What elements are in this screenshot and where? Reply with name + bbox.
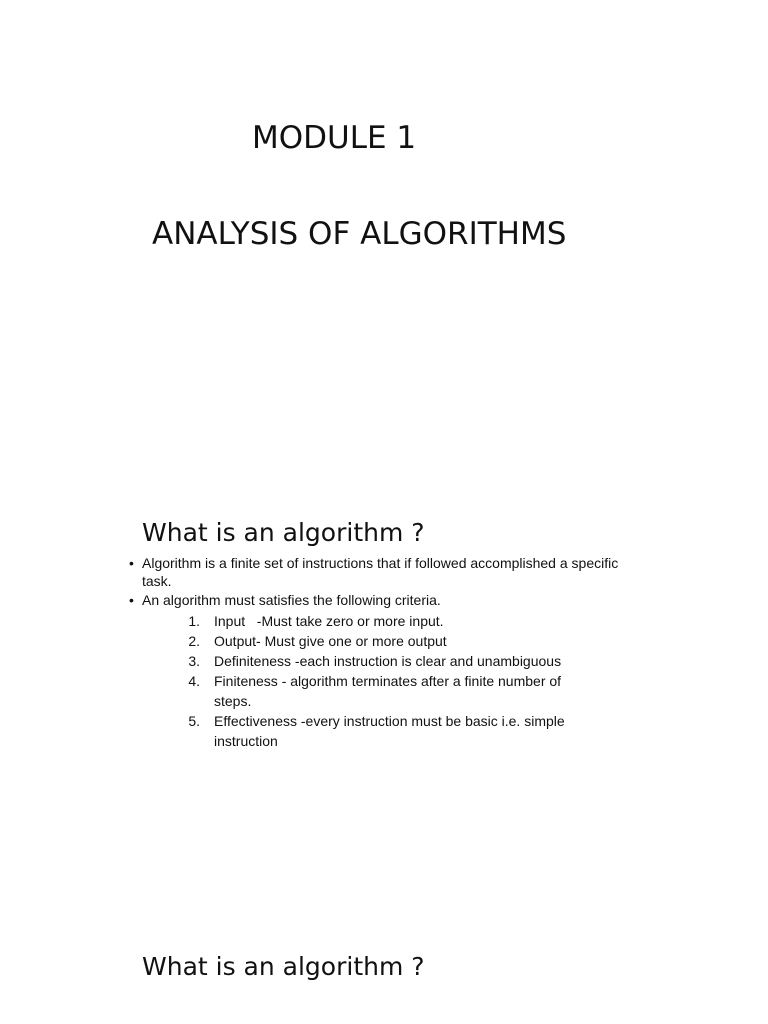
- criteria-text: Definiteness -each instruction is clear and unambiguous: [214, 653, 562, 669]
- list-number: 4.: [188, 673, 200, 689]
- list-number: 3.: [188, 653, 200, 669]
- next-slide: [0, 940, 768, 1024]
- criteria-item-effectiveness: [174, 711, 594, 751]
- criteria-text: Effectiveness -every instruction must be basic i.e. simple instruction: [214, 713, 565, 749]
- slide-heading: What is an algorithm ?: [142, 952, 425, 981]
- criteria-item-input: [174, 611, 594, 631]
- criteria-list: [174, 611, 594, 751]
- algorithm-definition-slide: [0, 500, 768, 940]
- bullet-item-criteria: [126, 591, 646, 751]
- subject-title: ANALYSIS OF ALGORITHMS: [152, 216, 567, 252]
- bullet-icon: •: [129, 592, 134, 608]
- criteria-item-finiteness: [174, 671, 594, 711]
- module-title: MODULE 1: [252, 120, 417, 156]
- bullet-text: Algorithm is a finite set of instructions that if followed accomplished a specific task.: [142, 555, 619, 589]
- criteria-text: Output- Must give one or more output: [214, 633, 447, 649]
- bullet-icon: •: [129, 555, 134, 571]
- criteria-text: Input -Must take zero or more input.: [214, 613, 444, 629]
- list-number: 2.: [188, 633, 200, 649]
- bullet-list: [126, 554, 646, 752]
- criteria-item-output: [174, 631, 594, 651]
- criteria-item-definiteness: [174, 651, 594, 671]
- bullet-item-definition: [126, 554, 646, 590]
- criteria-text: Finiteness - algorithm terminates after a finite number of steps.: [214, 673, 562, 709]
- slide-heading: What is an algorithm ?: [142, 518, 425, 547]
- list-number: 5.: [188, 713, 200, 729]
- bullet-text: An algorithm must satisfies the following criteria.: [142, 592, 441, 608]
- title-slide: [0, 0, 768, 500]
- list-number: 1.: [188, 613, 200, 629]
